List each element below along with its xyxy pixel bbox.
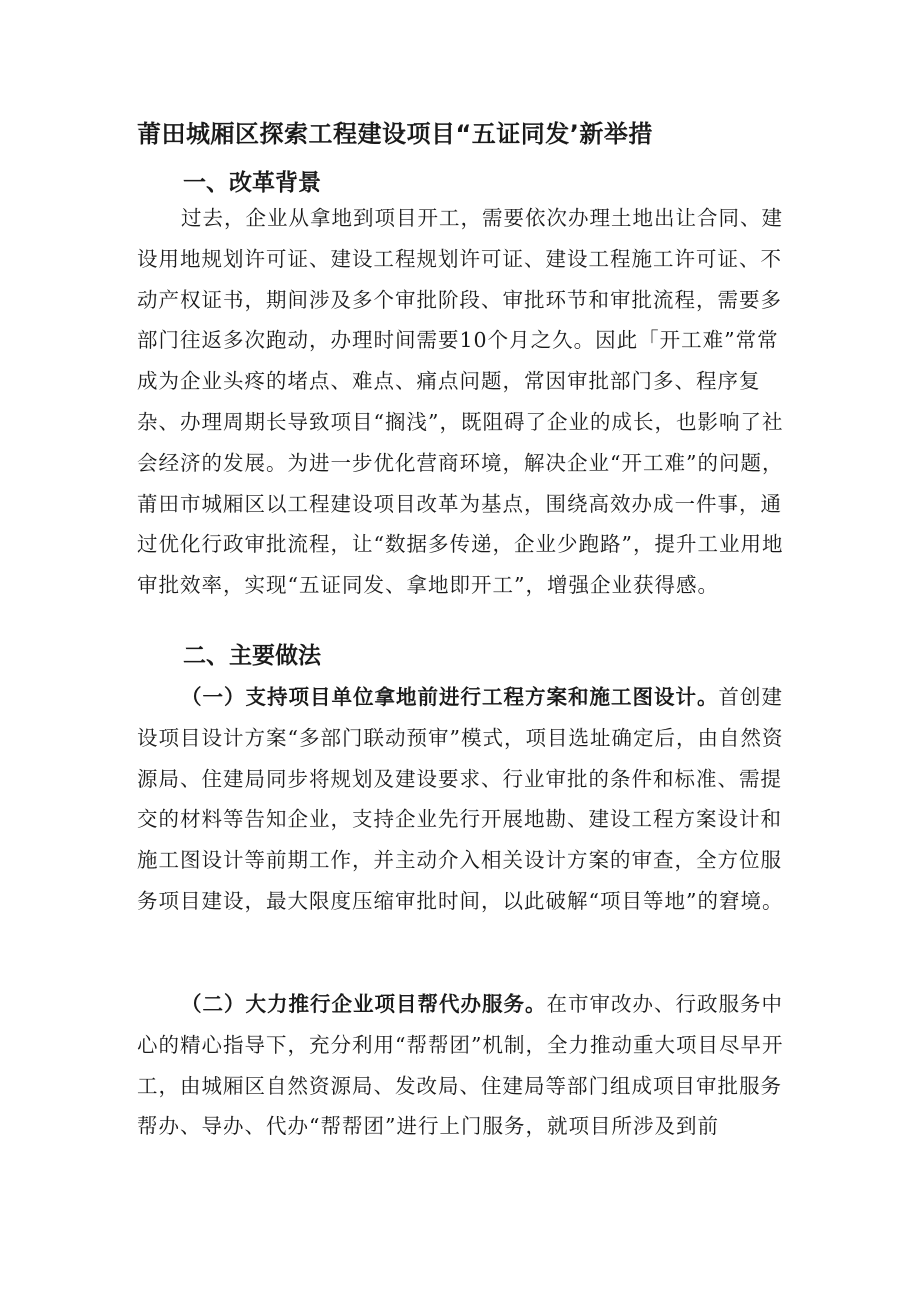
paragraph-item-2 — [137, 984, 797, 1147]
item-1-lead: （一）支持项目单位拿地前进行工程方案和施工图设计。 — [181, 685, 719, 709]
paragraph-background: 过去，企业从拿地到项目开工，需要依次办理土地出让合同、建设用地规划许可证、建设工程规划许可证、建设工程施工许可证、不动产权证书，期间涉及多个审批阶段、审批环节和审批流程，需要多部门往返多次跑动，办理时间需要10个月之久。因此「开工难”常常成为企业头疼的堵点、难点、痛点问题，常因审批部门多、程序复杂、办理周期长导致项目“搁浅”，既阻碍了企业的成长，也影响了社会经济的发展。为进一步优化营商环境，解决企业“开工难”的问题，莆田市城厢区以工程建设项目改革为基点，围绕高效办成一件事，通过优化行政审批流程，让“数据多传递，企业少跑路”，提升工业用地审批效率，实现“五证同发、拿地即开工”，增强企业获得感。 — [137, 206, 784, 598]
item-1-text: 首创建设项目设计方案“多部门联动预审”模式，项目选址确定后，由自然资源局、住建局同步将规划及建设要求、行业审批的条件和标准、需提交的材料等告知企业，支持企业先行开展地勘、建设工程方案设计和施工图设计等前期工作，并主动介入相关设计方案的审查，全方位服务项目建设，最大限度压缩审批时间，以此破解“项目等地”的窘境。 — [137, 685, 784, 913]
item-2-text: 在市审改办、行政服务中心的精心指导下，充分利用“帮帮团”机制，全力推动重大项目尽早开工，由城厢区自然资源局、发改局、住建局等部门组成项目审批服务帮办、导办、代办“帮帮团”进行上门服务，就项目所涉及到前 — [137, 992, 784, 1139]
section-heading-background: 一、改革背景 — [183, 170, 321, 196]
paragraph-item-1 — [137, 677, 797, 922]
document-title: 莆田城厢区探索工程建设项目“五证同发’新举措 — [137, 120, 653, 148]
item-2-lead: （二）大力推行企业项目帮代办服务。 — [181, 992, 547, 1016]
section-heading-main-practices: 二、主要做法 — [183, 643, 321, 669]
